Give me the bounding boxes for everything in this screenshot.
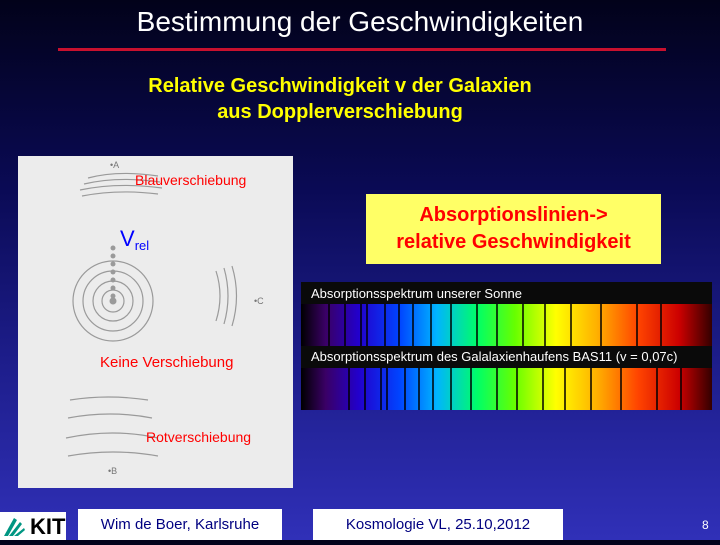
sun-spectrum-band (301, 304, 712, 346)
footer-author: Wim de Boer, Karlsruhe (78, 509, 282, 540)
footer-course: Kosmologie VL, 25.10,2012 (313, 509, 563, 540)
cluster-spectrum-band (301, 368, 712, 410)
label-red-shift: Rotverschiebung (146, 429, 252, 445)
marker-c: •C (254, 296, 264, 306)
cluster-absorption-lines (301, 368, 712, 410)
sun-absorption-lines (301, 304, 712, 346)
sun-spectrum-label: Absorptionsspektrum unserer Sonne (311, 286, 523, 301)
label-no-shift: Keine Verschiebung (100, 354, 234, 371)
subtitle-line-2: aus Dopplerverschiebung (217, 101, 463, 123)
kit-logo (0, 512, 66, 540)
page-number: 8 (702, 518, 709, 532)
callout-line-1: Absorptionslinien-> (419, 204, 608, 226)
marker-a: •A (110, 160, 120, 170)
spectrum-image (301, 282, 712, 410)
kit-logo-text: KIT (30, 514, 66, 539)
absorption-callout (366, 194, 661, 264)
label-blue-shift: Blauverschiebung (135, 172, 247, 188)
v-subscript: rel (134, 238, 150, 253)
subtitle-line-1: Relative Geschwindigkeit v der Galaxien (148, 75, 532, 97)
slide-subtitle (40, 73, 640, 125)
v-letter: V (120, 226, 135, 251)
cluster-spectrum-label: Absorptionsspektrum des Galalaxienhaufens BAS11 (v = 0,07c) (311, 349, 678, 364)
callout-line-2: relative Geschwindigkeit (396, 231, 631, 253)
slide-title: Bestimmung der Geschwindigkeiten (136, 6, 584, 37)
label-v-rel (120, 226, 149, 253)
title-underline (58, 48, 666, 51)
marker-b: •B (108, 466, 118, 476)
